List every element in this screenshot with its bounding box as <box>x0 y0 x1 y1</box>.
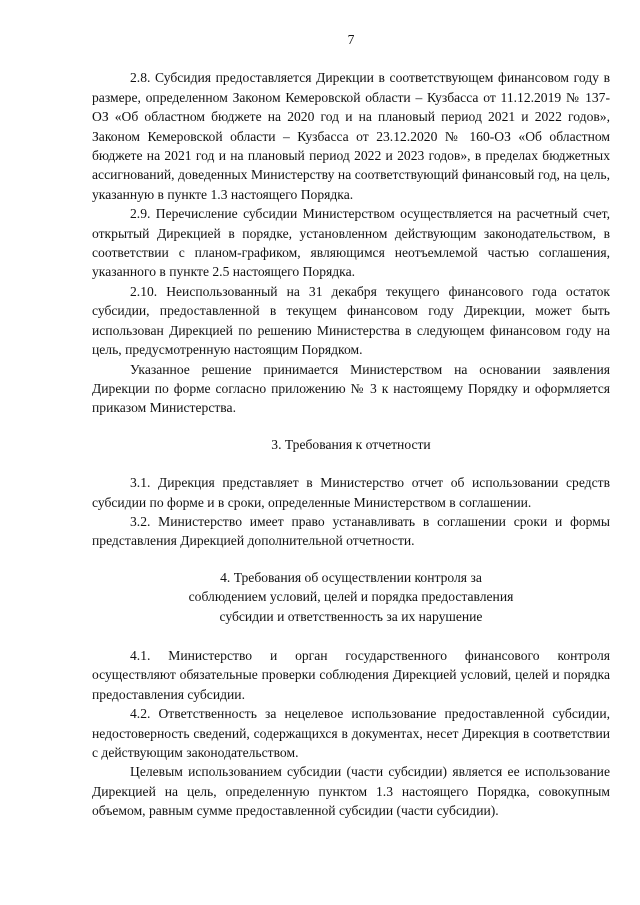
section-4-heading <box>92 568 610 626</box>
section-4-heading-line: 4. Требования об осуществлении контроля за <box>220 569 482 585</box>
document-page <box>92 30 610 821</box>
paragraph-3-2: 3.2. Министерство имеет право устанавливать в соглашении сроки и формы представления Дирекцией дополнительной отчетности. <box>92 513 610 549</box>
section-3-heading: 3. Требования к отчетности <box>271 436 431 452</box>
paragraph-2-9: 2.9. Перечисление субсидии Министерством осуществляется на расчетный счет, открытый Дирекцией в порядке, установленном действующим законодательством, в соответствии с планом-графиком, являющимся неотъемлемой частью соглашения, указанного в пункте 2.5 настоящего Порядка. <box>92 206 610 280</box>
paragraph-4-2: 4.2. Ответственность за нецелевое использование предоставленной субсидии, недостоверность сведений, содержащихся в документах, несет Дирекция в соответствии с действующим законодательством. <box>92 706 610 760</box>
section-4-heading-line: субсидии и ответственность за их нарушение <box>219 608 483 624</box>
paragraph-2-8: 2.8. Субсидия предоставляется Дирекции в соответствующем финансовом году в размере, определенном Законом Кемеровской области – Кузбасса от 11.12.2019 № 137-ОЗ «Об областном бюджете на 2020 год и на плановый период 2021 и 2022 годов», Законом Кемеровской области – Кузбасса от 23.12.2020 № 160-ОЗ «Об областном бюджете на 2021 год и на плановый период 2022 и 2023 годов», в пределах бюджетных ассигнований, доведенных Министерству на соответствующий финансовый год, на цель, указанную в пункте 1.3 настоящего Порядка. <box>92 70 610 202</box>
paragraph-2-10: 2.10. Неиспользованный на 31 декабря текущего финансового года остаток субсидии, предоставленной в текущем финансовом году Дирекции, может быть использован Дирекцией по решению Министерства в следующем финансовом году на цель, предусмотренную настоящим Порядком. <box>92 283 610 358</box>
paragraph-4-1: 4.1. Министерство и орган государственного финансового контроля осуществляют обязательные проверки соблюдения Дирекцией условий, целей и порядка предоставления субсидии. <box>92 647 610 702</box>
paragraph-2-10-decision: Указанное решение принимается Министерством на основании заявления Дирекции по форме согласно приложению № 3 к настоящему Порядку и оформляется приказом Министерства. <box>92 361 610 416</box>
paragraph-4-2-definition: Целевым использованием субсидии (части субсидии) является ее использование Дирекцией на цель, определенную пунктом 1.3 настоящего Порядка, совокупным объемом, равным сумме предоставленной субсидии (части субсидии). <box>92 764 610 819</box>
section-4-heading-line: соблюдением условий, целей и порядка предоставления <box>188 589 514 605</box>
paragraph-3-1: 3.1. Дирекция представляет в Министерство отчет об использовании средств субсидии по форме и в сроки, определенные Министерством в соглашении. <box>92 475 610 510</box>
page-number: 7 <box>347 32 355 47</box>
